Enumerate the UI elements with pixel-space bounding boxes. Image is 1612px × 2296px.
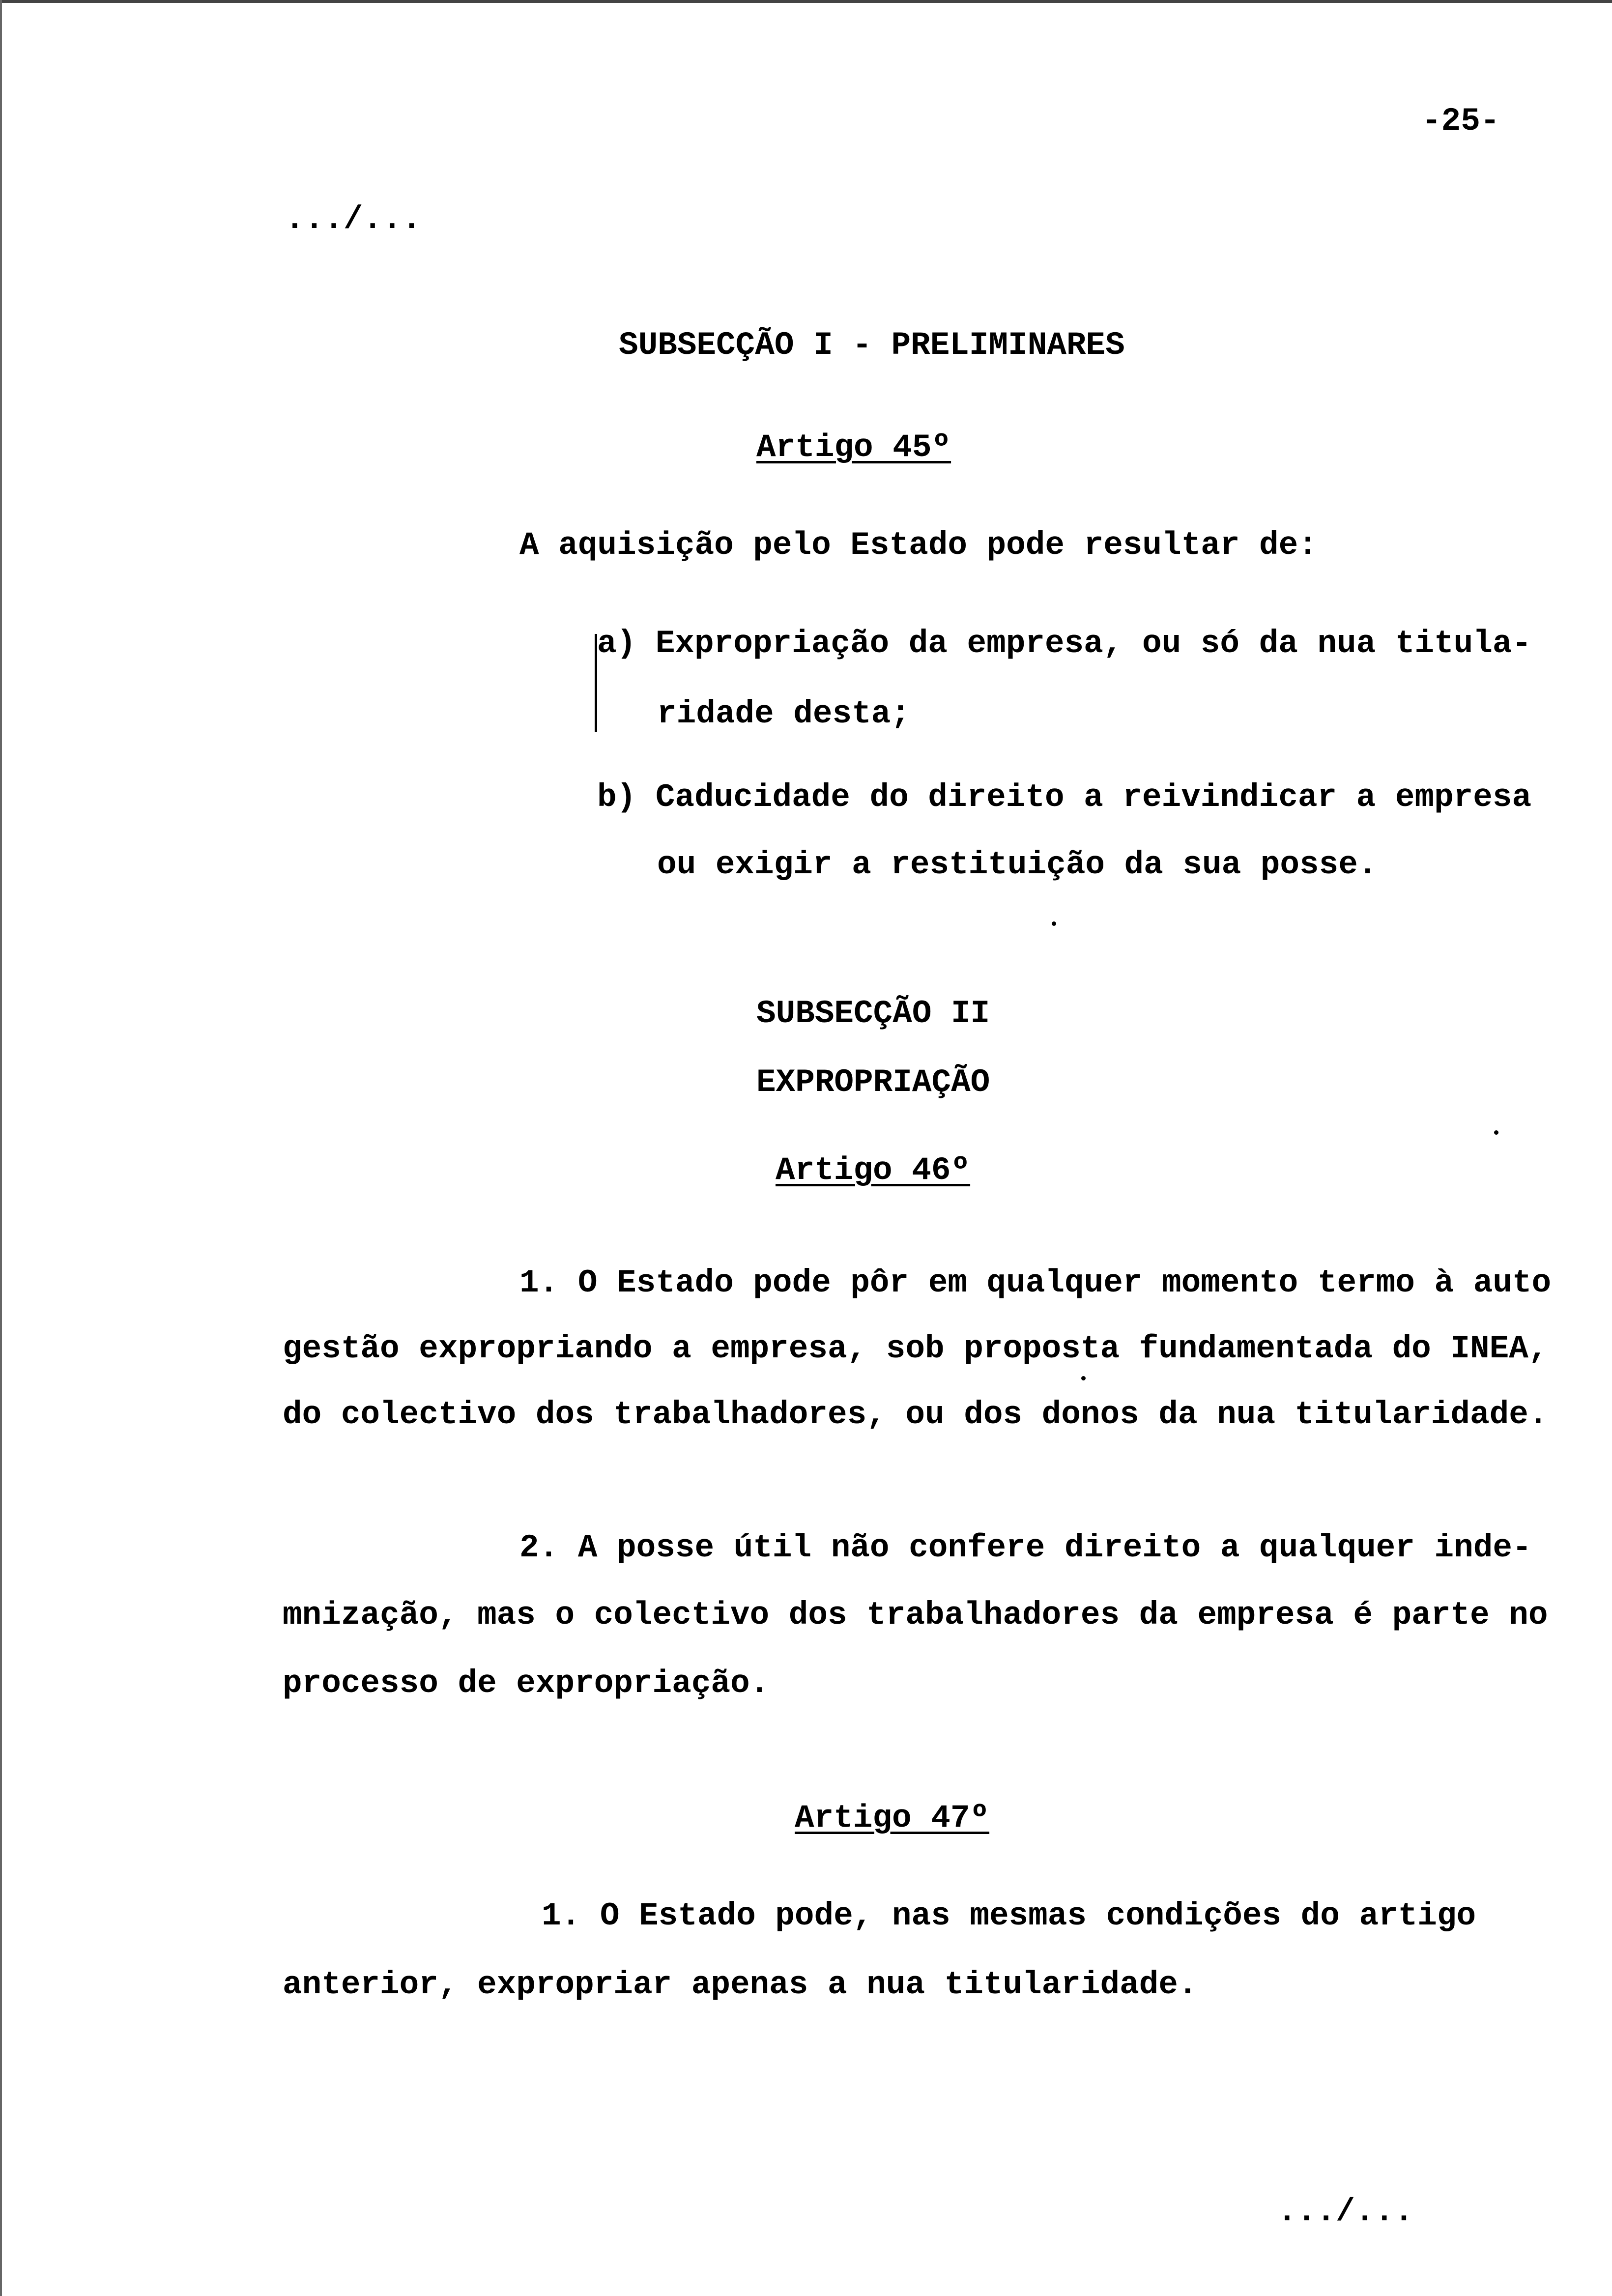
- continuation-marker-bottom: .../...: [1277, 2193, 1414, 2230]
- article-text: 1. O Estado pode pôr em qualquer momento termo à auto: [519, 1264, 1552, 1301]
- article-heading: Artigo 47º: [795, 1800, 990, 1837]
- speck: [1494, 1130, 1498, 1135]
- subsection-title: SUBSECÇÃO I - PRELIMINARES: [619, 327, 1125, 364]
- article-text: processo de expropriação.: [283, 1665, 770, 1702]
- scan-top-edge: [0, 0, 1612, 3]
- subsection-title: SUBSECÇÃO II: [756, 995, 990, 1032]
- article-text: do colectivo dos trabalhadores, ou dos donos da nua titularidade.: [283, 1396, 1548, 1433]
- article-text: anterior, expropriar apenas a nua titularidade.: [283, 1966, 1198, 2003]
- list-item-a-cont: ridade desta;: [657, 695, 910, 732]
- list-item-b: b) Caducidade do direito a reivindicar a empresa: [597, 779, 1532, 816]
- article-text: 2. A posse útil não confere direito a qualquer inde-: [519, 1529, 1532, 1566]
- article-heading: Artigo 45º: [756, 429, 951, 466]
- page-number: -25-: [1422, 103, 1500, 140]
- continuation-marker-top: .../...: [285, 201, 422, 238]
- speck: [1081, 1376, 1086, 1380]
- article-heading: Artigo 46º: [776, 1152, 971, 1189]
- article-text: 1. O Estado pode, nas mesmas condições do artigo: [542, 1897, 1476, 1934]
- article-text: gestão expropriando a empresa, sob proposta fundamentada do INEA,: [283, 1330, 1548, 1367]
- list-item-b-cont: ou exigir a restituição da sua posse.: [657, 846, 1378, 883]
- scan-left-edge: [0, 0, 2, 2296]
- speck: [1052, 921, 1056, 926]
- list-item-a: a) Expropriação da empresa, ou só da nua titula-: [597, 625, 1532, 662]
- article-text: A aquisição pelo Estado pode resultar de:: [519, 527, 1318, 564]
- subsection-subtitle: EXPROPRIAÇÃO: [756, 1064, 990, 1101]
- article-text: mnização, mas o colectivo dos trabalhadores da empresa é parte no: [283, 1597, 1548, 1634]
